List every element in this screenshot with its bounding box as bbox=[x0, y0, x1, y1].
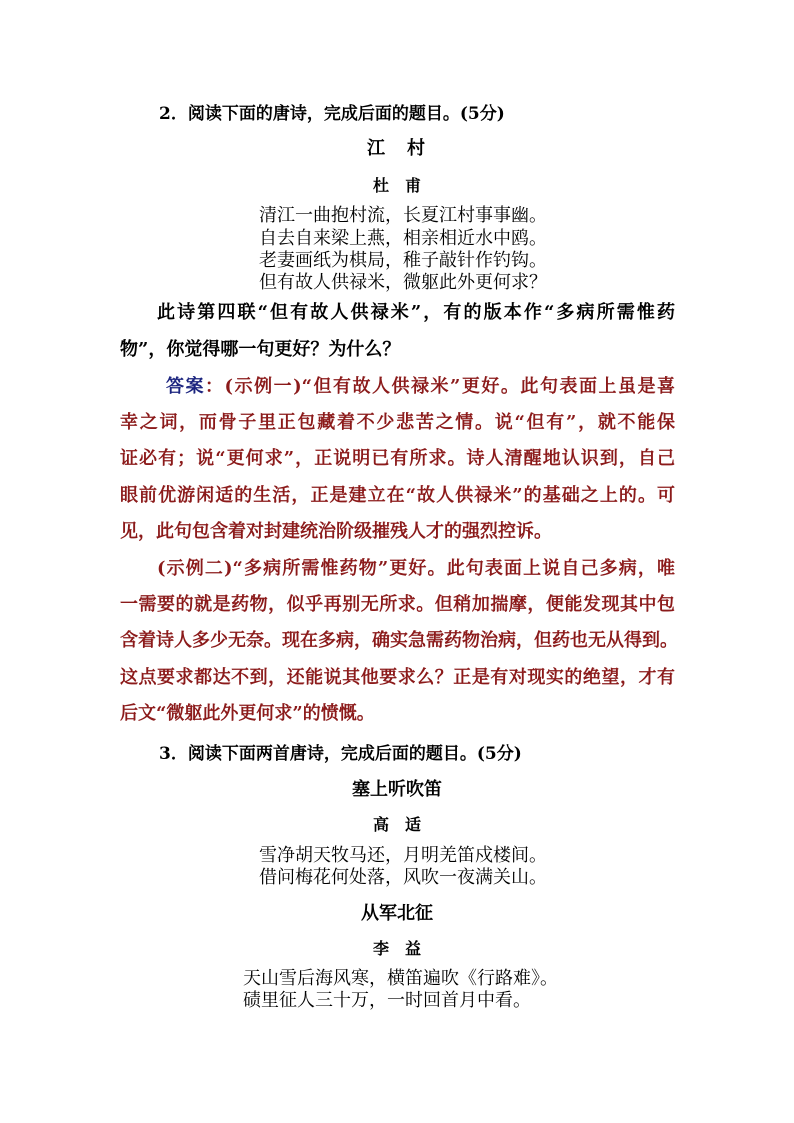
answer-line: 含着诗人多少无奈。现在多病，确实急需药物治病，但药也无从得到。 bbox=[120, 630, 678, 651]
question-prompt-line: 此诗第四联“但有故人供禄米”，有的版本作“多病所需惟药 bbox=[157, 302, 675, 323]
answer-line: (示例二)“多病所需惟药物”更好。此句表面上说自己多病，唯 bbox=[157, 558, 675, 579]
poem-line: 清江一曲抱村流，长夏江村事事幽。 bbox=[259, 205, 547, 226]
poem-title-jiangcun: 江 村 bbox=[367, 138, 427, 159]
answer-line: 证必有；说“更何求”，正说明已有所求。诗人清醒地认识到，自己 bbox=[120, 448, 675, 469]
answer-line: 这点要求都达不到，还能说其他要求么？正是有对现实的绝望，才有 bbox=[120, 667, 675, 688]
answer-text: ：(示例一)“但有故人供禄米”更好。此句表面上虽是喜 bbox=[205, 376, 675, 397]
poem-author-dufu: 杜 甫 bbox=[372, 176, 421, 195]
poem-line: 老妻画纸为棋局，稚子敲针作钓钩。 bbox=[259, 250, 547, 271]
poem-title-congjun: 从军北征 bbox=[361, 903, 433, 924]
poem-line: 天山雪后海风寒，横笛遍吹《行路难》。 bbox=[243, 968, 558, 989]
question-prompt-line: 物”，你觉得哪一句更好？为什么？ bbox=[120, 339, 401, 360]
poem-author-gaoshi: 高 适 bbox=[372, 815, 421, 834]
poem-line: 自去自来梁上燕，相亲相近水中鸥。 bbox=[259, 228, 547, 249]
poem-line: 但有故人供禄米，微躯此外更何求？ bbox=[259, 272, 547, 293]
answer-line: 后文“微躯此外更何求”的愤慨。 bbox=[120, 703, 375, 724]
answer-line: 幸之词，而骨子里正包藏着不少悲苦之情。说“但有”，就不能保 bbox=[120, 412, 675, 433]
poem-title-saishang: 塞上听吹笛 bbox=[352, 779, 442, 800]
answer-label: 答案 bbox=[166, 376, 206, 397]
question-2-heading: 2．阅读下面的唐诗，完成后面的题目。(5分) bbox=[159, 104, 505, 124]
answer-line: 眼前优游闲适的生活，正是建立在“故人供禄米”的基础之上的。可 bbox=[120, 485, 675, 506]
answer-line: 一需要的就是药物，似乎再别无所求。但稍加揣摩，便能发现其中包 bbox=[120, 594, 675, 615]
poem-author-liyi: 李 益 bbox=[372, 939, 421, 958]
poem-line: 雪净胡天牧马还，月明羌笛戍楼间。 bbox=[259, 845, 547, 866]
question-3-heading: 3．阅读下面两首唐诗，完成后面的题目。(5分) bbox=[159, 744, 522, 764]
answer-line-first bbox=[166, 376, 675, 398]
poem-line: 碛里征人三十万，一时回首月中看。 bbox=[243, 990, 531, 1011]
answer-line: 见，此句包含着对封建统治阶级摧残人才的强烈控诉。 bbox=[120, 521, 552, 542]
poem-line: 借问梅花何处落，风吹一夜满关山。 bbox=[259, 867, 547, 888]
